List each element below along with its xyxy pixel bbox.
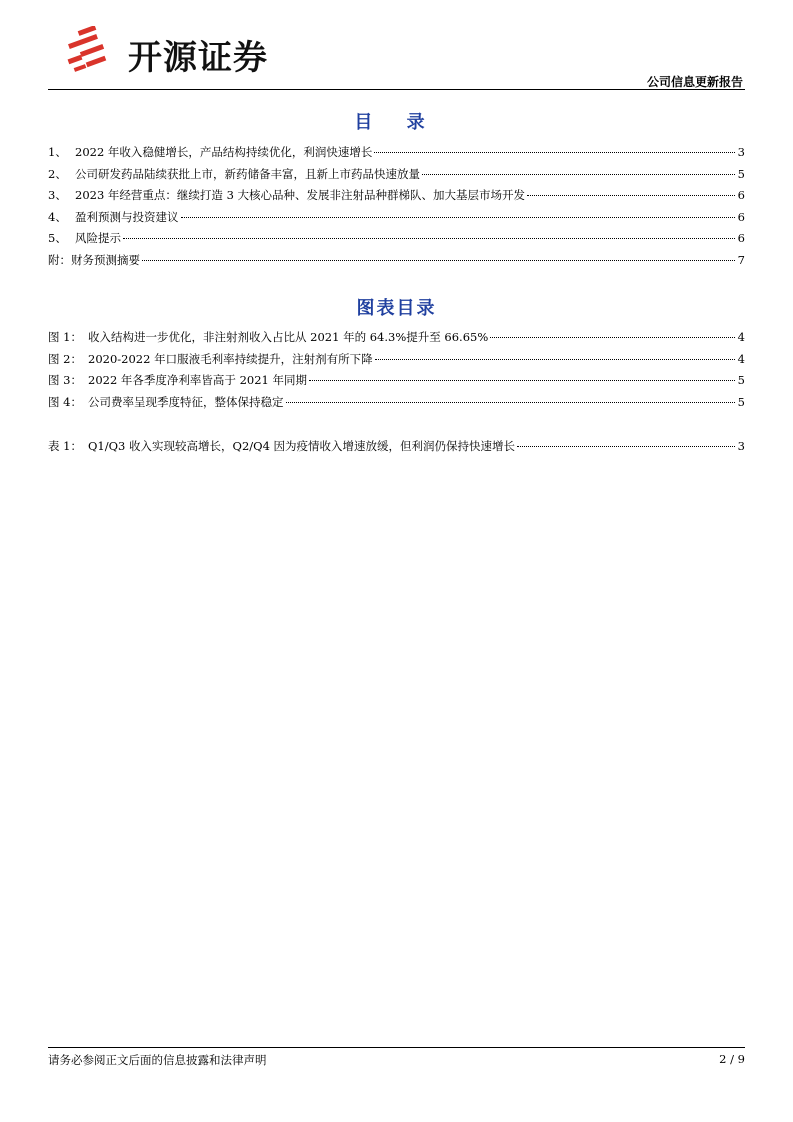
- figures-list: [48, 327, 745, 413]
- page-header: [48, 18, 745, 90]
- table-entry[interactable]: 表 1： Q1/Q3 收入实现较高增长，Q2/Q4 因为疫情收入增速放缓，但利润仍保持快速增长 3: [48, 439, 745, 453]
- toc-title: 目 录: [354, 112, 439, 133]
- report-type: 公司信息更新报告: [646, 75, 743, 89]
- tables-list: [48, 436, 745, 458]
- toc-entry[interactable]: 5、 风险提示 6: [48, 231, 745, 246]
- toc-entry[interactable]: 3、 2023 年经营重点：继续打造 3 大核心品种、发展非注射品种群梯队、加大基层市场开发 6: [48, 188, 745, 203]
- figure-entry[interactable]: 图 4： 公司费率呈现季度特征，整体保持稳定 5: [48, 394, 745, 409]
- toc-entry[interactable]: 2、 公司研发药品陆续获批上市，新药储备丰富，且新上市药品快速放量 5: [48, 166, 745, 181]
- brand-name: 开源证券: [128, 38, 268, 78]
- toc-entry[interactable]: 1、 2022 年收入稳健增长，产品结构持续优化，利润快速增长 3: [48, 145, 745, 159]
- footer-divider: [48, 1047, 745, 1048]
- page-number: 2 / 9: [719, 1052, 745, 1066]
- header-divider: [48, 89, 745, 90]
- figures-toc-title: 图表目录: [356, 298, 437, 319]
- toc-entry[interactable]: 附： 财务预测摘要 7: [48, 252, 745, 267]
- kaiyuan-logo-icon: [66, 26, 110, 72]
- figure-entry[interactable]: 图 3： 2022 年各季度净利率皆高于 2021 年同期 5: [48, 373, 745, 388]
- toc-entry[interactable]: 4、 盈利预测与投资建议 6: [48, 209, 745, 224]
- toc-list: [48, 142, 745, 272]
- figure-entry[interactable]: 图 2： 2020-2022 年口服液毛利率持续提升，注射剂有所下降 4: [48, 351, 745, 366]
- disclaimer-text: 请务必参阅正文后面的信息披露和法律声明: [48, 1053, 267, 1067]
- figure-entry[interactable]: 图 1： 收入结构进一步优化，非注射剂收入占比从 2021 年的 64.3%提升至 66.65% 4: [48, 330, 745, 344]
